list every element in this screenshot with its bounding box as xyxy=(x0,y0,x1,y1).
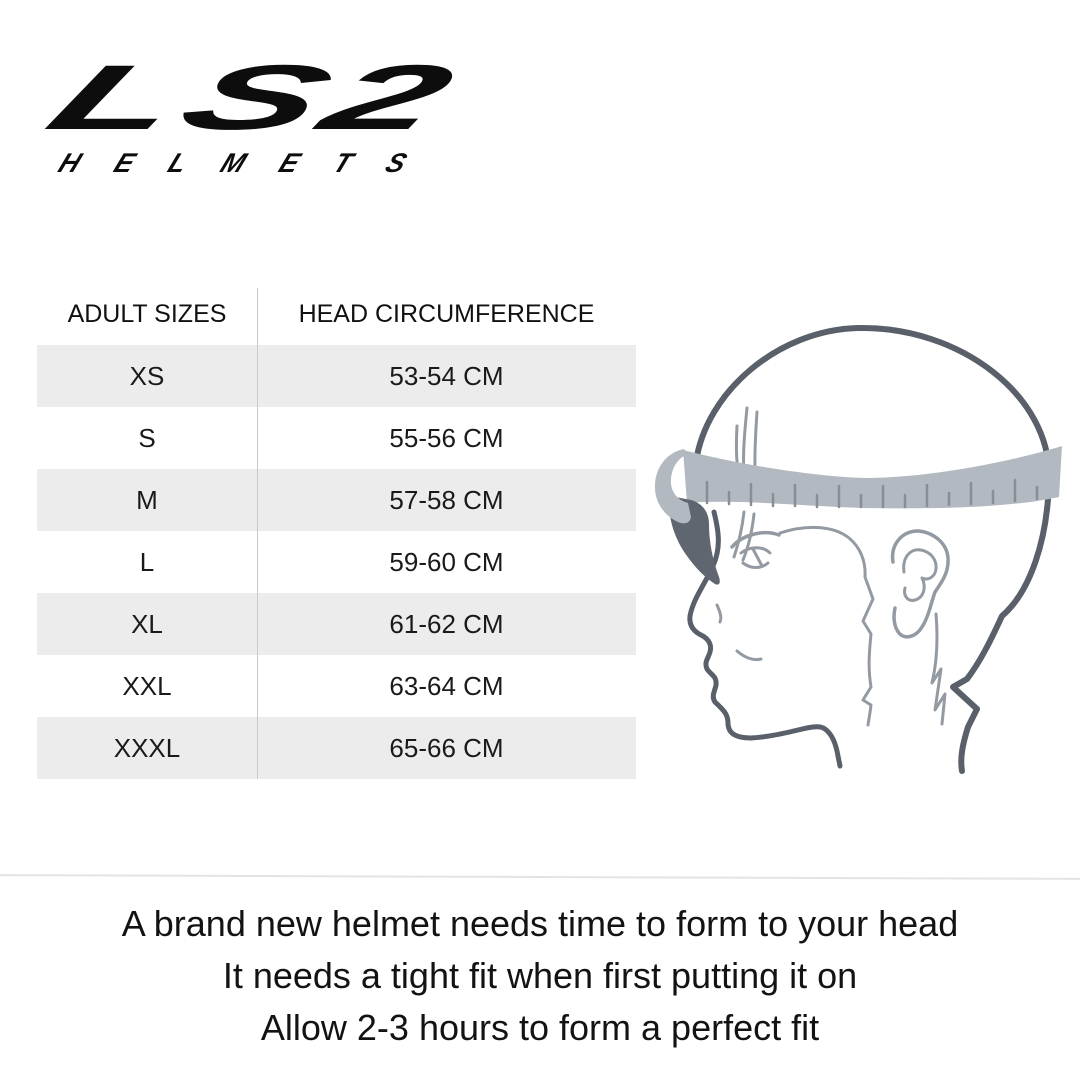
fit-note-line: Allow 2-3 hours to form a perfect fit xyxy=(260,1007,820,1048)
size-label: XS xyxy=(129,360,165,391)
size-label: XXXL xyxy=(113,732,181,763)
size-table-header-row xyxy=(37,283,636,345)
head-measurement-illustration xyxy=(650,300,1080,800)
measuring-tape xyxy=(683,446,1062,508)
circumference-value: 53-54 CM xyxy=(389,360,504,391)
table-row xyxy=(37,531,636,593)
helmets-logo-text: HELMETS xyxy=(54,148,448,178)
header-head-circumference: HEAD CIRCUMFERENCE xyxy=(298,299,595,328)
header-adult-sizes: ADULT SIZES xyxy=(67,299,227,328)
size-label: S xyxy=(138,422,156,453)
separator-line xyxy=(0,874,1080,880)
size-table xyxy=(37,283,636,779)
circumference-value: 57-58 CM xyxy=(389,484,504,515)
table-row xyxy=(37,345,636,407)
table-row xyxy=(37,655,636,717)
circumference-value: 61-62 CM xyxy=(389,608,504,639)
fit-note xyxy=(0,898,1080,1054)
fit-note-line: A brand new helmet needs time to form to your head xyxy=(121,903,959,944)
size-label: L xyxy=(139,546,155,577)
ear-outline xyxy=(893,531,949,637)
table-row xyxy=(37,469,636,531)
nostril-line xyxy=(717,605,721,622)
smile-line xyxy=(737,651,761,660)
circumference-value: 55-56 CM xyxy=(389,422,504,453)
ear-inner-detail xyxy=(904,550,936,601)
circumference-value: 59-60 CM xyxy=(389,546,504,577)
circumference-value: 65-66 CM xyxy=(389,732,504,763)
fit-note-line: It needs a tight fit when first putting it on xyxy=(222,955,858,996)
nape-hair-line xyxy=(932,614,945,724)
ls2-helmets-logo xyxy=(30,47,480,178)
table-row xyxy=(37,407,636,469)
size-label: XL xyxy=(131,608,163,639)
circumference-value: 63-64 CM xyxy=(389,670,504,701)
table-row xyxy=(37,717,636,779)
size-label: XXL xyxy=(122,670,172,701)
eye-iris-line xyxy=(753,549,762,566)
eye-lower-lid xyxy=(743,563,768,568)
table-row xyxy=(37,593,636,655)
fringe-sideburn-line xyxy=(780,527,873,725)
column-divider xyxy=(257,288,258,779)
size-label: M xyxy=(136,484,158,515)
ls2-logo-text: LS2 xyxy=(30,47,480,149)
